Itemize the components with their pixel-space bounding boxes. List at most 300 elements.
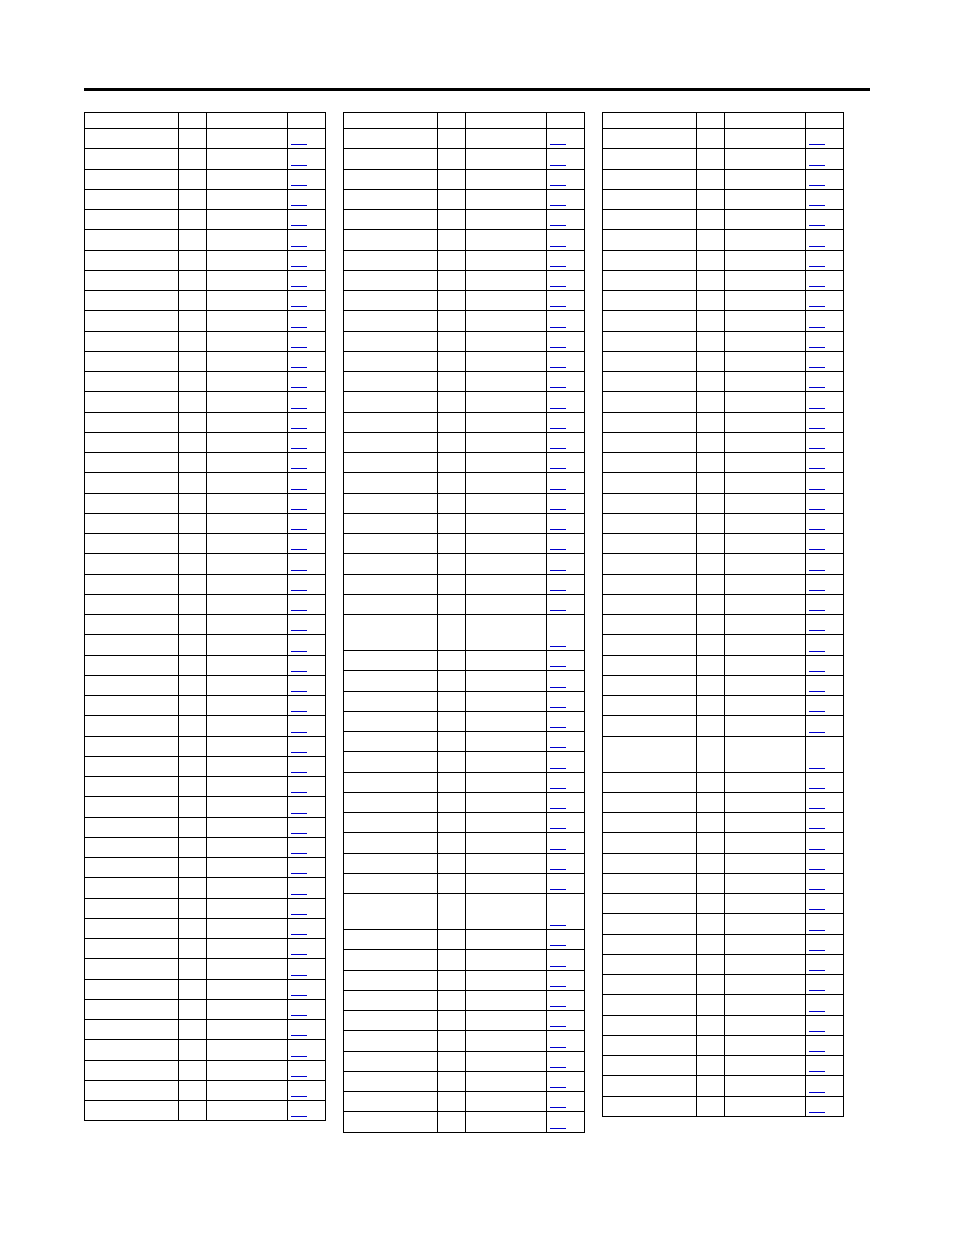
table-cell — [85, 898, 179, 918]
link-cell — [547, 792, 585, 812]
link-cell — [547, 169, 585, 189]
page-link[interactable] — [809, 768, 825, 769]
link-cell — [806, 372, 844, 392]
link-cell — [288, 574, 326, 594]
page-link[interactable] — [809, 367, 825, 368]
page-link[interactable] — [550, 286, 566, 287]
page-link[interactable] — [550, 549, 566, 550]
table-row — [85, 432, 326, 452]
table-cell — [344, 554, 438, 574]
page-link[interactable] — [550, 367, 566, 368]
link-cell — [288, 979, 326, 999]
table-cell — [725, 1035, 806, 1055]
table-cell — [438, 671, 466, 691]
table-cell — [466, 732, 547, 752]
table-cell — [725, 675, 806, 695]
page-link[interactable] — [550, 666, 566, 667]
page-link[interactable] — [291, 995, 307, 996]
table-cell — [603, 453, 697, 473]
table-row — [603, 1056, 844, 1076]
table-cell — [85, 918, 179, 938]
page-link[interactable] — [291, 894, 307, 895]
table-cell — [438, 990, 466, 1010]
page-link[interactable] — [291, 975, 307, 976]
page-link[interactable] — [291, 448, 307, 449]
table-cell — [438, 1092, 466, 1112]
table-cell — [603, 149, 697, 169]
page-link[interactable] — [809, 144, 825, 145]
table-row — [603, 594, 844, 614]
link-cell — [288, 432, 326, 452]
link-cell — [288, 615, 326, 635]
table-cell — [603, 1015, 697, 1035]
table-cell — [179, 311, 207, 331]
table-cell — [207, 1101, 288, 1121]
link-cell — [288, 878, 326, 898]
page-link[interactable] — [550, 925, 566, 926]
page-link[interactable] — [550, 1006, 566, 1007]
table-cell — [603, 615, 697, 635]
table-cell — [85, 473, 179, 493]
page-link[interactable] — [291, 752, 307, 753]
table-cell — [207, 817, 288, 837]
page-link[interactable] — [809, 225, 825, 226]
link-cell — [547, 930, 585, 950]
page-link[interactable] — [809, 849, 825, 850]
table-row — [85, 392, 326, 412]
page-link[interactable] — [291, 590, 307, 591]
table-cell — [466, 311, 547, 331]
page-link[interactable] — [291, 428, 307, 429]
page-link[interactable] — [550, 727, 566, 728]
page-link[interactable] — [809, 549, 825, 550]
page-link[interactable] — [550, 347, 566, 348]
table-row — [85, 493, 326, 513]
page-link[interactable] — [291, 873, 307, 874]
page-link[interactable] — [291, 914, 307, 915]
link-cell — [806, 594, 844, 614]
page-link[interactable] — [809, 1112, 825, 1113]
table-cell — [344, 230, 438, 250]
table-cell — [466, 894, 547, 930]
page-link[interactable] — [291, 610, 307, 611]
link-cell — [806, 331, 844, 351]
link-cell — [547, 950, 585, 970]
table-cell — [603, 432, 697, 452]
page-link[interactable] — [291, 468, 307, 469]
link-cell — [547, 331, 585, 351]
page-link[interactable] — [550, 468, 566, 469]
page-link[interactable] — [291, 1015, 307, 1016]
page-link[interactable] — [809, 590, 825, 591]
page-link[interactable] — [291, 1076, 307, 1077]
page-link[interactable] — [291, 489, 307, 490]
table-cell — [603, 534, 697, 554]
page-link[interactable] — [809, 671, 825, 672]
page-link[interactable] — [809, 246, 825, 247]
page-link[interactable] — [550, 306, 566, 307]
link-cell — [806, 311, 844, 331]
table-row — [344, 1011, 585, 1031]
table-cell — [438, 853, 466, 873]
table-cell — [725, 392, 806, 412]
table-row — [344, 331, 585, 351]
page-link[interactable] — [291, 570, 307, 571]
table-row — [344, 833, 585, 853]
page-link[interactable] — [291, 691, 307, 692]
page-link[interactable] — [809, 630, 825, 631]
page-link[interactable] — [809, 1051, 825, 1052]
table-cell — [603, 635, 697, 655]
page-link[interactable] — [550, 266, 566, 267]
table-row — [603, 210, 844, 230]
page-link[interactable] — [550, 768, 566, 769]
page-link[interactable] — [809, 732, 825, 733]
table-cell — [697, 250, 725, 270]
page-link[interactable] — [809, 428, 825, 429]
table-cell — [85, 777, 179, 797]
page-link[interactable] — [291, 1116, 307, 1117]
table-cell — [207, 554, 288, 574]
page-link[interactable] — [809, 990, 825, 991]
table-row — [344, 792, 585, 812]
table-cell — [697, 736, 725, 772]
page-link[interactable] — [809, 711, 825, 712]
table-row — [603, 493, 844, 513]
table-cell — [85, 513, 179, 533]
page-link[interactable] — [809, 266, 825, 267]
page-link[interactable] — [550, 747, 566, 748]
page-link[interactable] — [291, 225, 307, 226]
table-cell — [179, 716, 207, 736]
table-cell — [725, 736, 806, 772]
page-link[interactable] — [550, 849, 566, 850]
page-link[interactable] — [809, 1011, 825, 1012]
table-cell — [179, 453, 207, 473]
table-cell — [466, 230, 547, 250]
table-cell — [179, 736, 207, 756]
page-link[interactable] — [550, 1047, 566, 1048]
page-link[interactable] — [291, 671, 307, 672]
table-cell — [725, 954, 806, 974]
page-link[interactable] — [550, 707, 566, 708]
link-cell — [806, 696, 844, 716]
page-link[interactable] — [809, 489, 825, 490]
table-cell — [344, 651, 438, 671]
link-cell — [806, 534, 844, 554]
page-link[interactable] — [550, 246, 566, 247]
page-link[interactable] — [550, 448, 566, 449]
page-link[interactable] — [550, 327, 566, 328]
page-link[interactable] — [550, 1087, 566, 1088]
page-link[interactable] — [550, 428, 566, 429]
page-link[interactable] — [550, 986, 566, 987]
link-cell — [547, 412, 585, 432]
page-link[interactable] — [550, 1107, 566, 1108]
page-link[interactable] — [291, 387, 307, 388]
page-link[interactable] — [291, 306, 307, 307]
table-cell — [207, 331, 288, 351]
page-link[interactable] — [809, 387, 825, 388]
page-link[interactable] — [291, 732, 307, 733]
table-cell — [603, 113, 697, 129]
link-cell — [547, 270, 585, 290]
page-link[interactable] — [809, 529, 825, 530]
table-row — [85, 837, 326, 857]
table-cell — [438, 651, 466, 671]
page-link[interactable] — [550, 489, 566, 490]
table-cell — [207, 939, 288, 959]
table-cell — [603, 736, 697, 772]
page-link[interactable] — [809, 950, 825, 951]
page-link[interactable] — [809, 970, 825, 971]
table-row — [603, 270, 844, 290]
page-link[interactable] — [291, 205, 307, 206]
table-row — [344, 230, 585, 250]
table-cell — [438, 210, 466, 230]
table-cell — [697, 594, 725, 614]
table-row — [85, 250, 326, 270]
page-link[interactable] — [550, 590, 566, 591]
table-cell — [603, 250, 697, 270]
table-cell — [725, 594, 806, 614]
table-cell — [179, 129, 207, 149]
page-link[interactable] — [291, 165, 307, 166]
page-link[interactable] — [550, 529, 566, 530]
page-link[interactable] — [550, 610, 566, 611]
link-cell — [288, 898, 326, 918]
table-cell — [344, 473, 438, 493]
page-link[interactable] — [550, 687, 566, 688]
table-row — [603, 995, 844, 1015]
page-link[interactable] — [291, 1035, 307, 1036]
page-link[interactable] — [291, 1096, 307, 1097]
table-cell — [725, 1096, 806, 1116]
page-link[interactable] — [291, 711, 307, 712]
table-cell — [603, 655, 697, 675]
table-cell — [179, 554, 207, 574]
table-cell — [725, 635, 806, 655]
page-link[interactable] — [809, 509, 825, 510]
link-cell — [547, 1092, 585, 1112]
page-link[interactable] — [809, 610, 825, 611]
page-link[interactable] — [291, 772, 307, 773]
page-link[interactable] — [550, 205, 566, 206]
page-link[interactable] — [809, 788, 825, 789]
table-cell — [344, 1071, 438, 1091]
table-row — [85, 210, 326, 230]
table-cell — [466, 432, 547, 452]
page-link[interactable] — [809, 165, 825, 166]
page-link[interactable] — [291, 246, 307, 247]
page-link[interactable] — [550, 828, 566, 829]
table-cell — [466, 534, 547, 554]
link-cell — [547, 1071, 585, 1091]
table-cell — [697, 954, 725, 974]
table-cell — [725, 230, 806, 250]
page-link[interactable] — [291, 549, 307, 550]
link-cell — [806, 412, 844, 432]
table-cell — [344, 732, 438, 752]
page-link[interactable] — [809, 286, 825, 287]
page-link[interactable] — [809, 306, 825, 307]
page-link[interactable] — [550, 1026, 566, 1027]
page-link[interactable] — [809, 1071, 825, 1072]
link-cell — [806, 833, 844, 853]
page-link[interactable] — [291, 1056, 307, 1057]
table-cell — [85, 574, 179, 594]
page-link[interactable] — [291, 144, 307, 145]
page-link[interactable] — [291, 934, 307, 935]
table-cell — [725, 615, 806, 635]
page-link[interactable] — [291, 327, 307, 328]
table-row — [85, 777, 326, 797]
table-cell — [697, 169, 725, 189]
page-link[interactable] — [550, 408, 566, 409]
page-link[interactable] — [809, 347, 825, 348]
page-link[interactable] — [809, 468, 825, 469]
link-cell — [547, 813, 585, 833]
table-cell — [466, 189, 547, 209]
page-link[interactable] — [550, 1067, 566, 1068]
table-cell — [179, 635, 207, 655]
table-cell — [85, 635, 179, 655]
page-link[interactable] — [550, 570, 566, 571]
page-link[interactable] — [550, 869, 566, 870]
page-link[interactable] — [291, 813, 307, 814]
table-cell — [344, 392, 438, 412]
table-cell — [207, 230, 288, 250]
link-cell — [806, 1035, 844, 1055]
link-cell — [288, 736, 326, 756]
table-cell — [179, 493, 207, 513]
table-cell — [344, 149, 438, 169]
page-link[interactable] — [809, 1092, 825, 1093]
page-link[interactable] — [291, 408, 307, 409]
table-cell — [466, 331, 547, 351]
table-cell — [85, 655, 179, 675]
page-link[interactable] — [291, 651, 307, 652]
page-link[interactable] — [291, 529, 307, 530]
page-link[interactable] — [809, 205, 825, 206]
page-link[interactable] — [809, 570, 825, 571]
page-link[interactable] — [809, 327, 825, 328]
link-cell — [806, 392, 844, 412]
page-link[interactable] — [291, 833, 307, 834]
table-row — [344, 1051, 585, 1071]
page-link[interactable] — [550, 808, 566, 809]
table-cell — [725, 270, 806, 290]
table-cell — [344, 594, 438, 614]
table-cell — [466, 594, 547, 614]
table-cell — [466, 149, 547, 169]
page-link[interactable] — [291, 185, 307, 186]
table-cell — [85, 493, 179, 513]
table-cell — [603, 291, 697, 311]
table-cell — [179, 1101, 207, 1121]
page-link[interactable] — [550, 1128, 566, 1129]
table-cell — [697, 995, 725, 1015]
page-link[interactable] — [809, 1031, 825, 1032]
link-cell — [547, 493, 585, 513]
page-link[interactable] — [809, 909, 825, 910]
table-cell — [466, 574, 547, 594]
link-cell — [806, 914, 844, 934]
table-row — [85, 1040, 326, 1060]
page-link[interactable] — [809, 185, 825, 186]
page-link[interactable] — [550, 225, 566, 226]
table-cell — [85, 1040, 179, 1060]
page-link[interactable] — [809, 889, 825, 890]
page-link[interactable] — [550, 387, 566, 388]
page-link[interactable] — [809, 691, 825, 692]
table-cell — [207, 777, 288, 797]
table-cell — [438, 792, 466, 812]
page-link[interactable] — [809, 869, 825, 870]
page-link[interactable] — [550, 165, 566, 166]
page-link[interactable] — [291, 630, 307, 631]
page-link[interactable] — [291, 853, 307, 854]
table-cell — [603, 351, 697, 371]
table-row — [344, 990, 585, 1010]
table-cell — [603, 813, 697, 833]
table-cell — [438, 311, 466, 331]
table-cell — [466, 615, 547, 651]
table-cell — [179, 1020, 207, 1040]
page-link[interactable] — [809, 808, 825, 809]
table-row — [603, 655, 844, 675]
page-link[interactable] — [291, 792, 307, 793]
page-link[interactable] — [550, 185, 566, 186]
link-cell — [288, 291, 326, 311]
page-link[interactable] — [550, 945, 566, 946]
table-row — [344, 513, 585, 533]
page-link[interactable] — [291, 954, 307, 955]
page-link[interactable] — [809, 930, 825, 931]
table-cell — [697, 453, 725, 473]
link-cell — [288, 534, 326, 554]
page-link[interactable] — [291, 347, 307, 348]
page-link[interactable] — [809, 651, 825, 652]
page-link[interactable] — [809, 828, 825, 829]
page-link[interactable] — [550, 144, 566, 145]
page-link[interactable] — [550, 509, 566, 510]
page-link[interactable] — [291, 286, 307, 287]
link-cell — [806, 1015, 844, 1035]
table-cell — [603, 975, 697, 995]
table-cell — [697, 554, 725, 574]
page-link[interactable] — [550, 646, 566, 647]
link-cell — [806, 113, 844, 129]
table-cell — [438, 894, 466, 930]
page-link[interactable] — [550, 966, 566, 967]
table-cell — [179, 372, 207, 392]
table-cell — [697, 493, 725, 513]
table-cell — [603, 772, 697, 792]
page-link[interactable] — [809, 408, 825, 409]
page-link[interactable] — [291, 367, 307, 368]
table-cell — [179, 756, 207, 776]
table-row — [603, 615, 844, 635]
page-link[interactable] — [291, 266, 307, 267]
page-link[interactable] — [291, 509, 307, 510]
page-link[interactable] — [550, 788, 566, 789]
link-cell — [547, 149, 585, 169]
page-link[interactable] — [809, 448, 825, 449]
table-cell — [438, 1031, 466, 1051]
table-row — [603, 311, 844, 331]
page-link[interactable] — [550, 889, 566, 890]
